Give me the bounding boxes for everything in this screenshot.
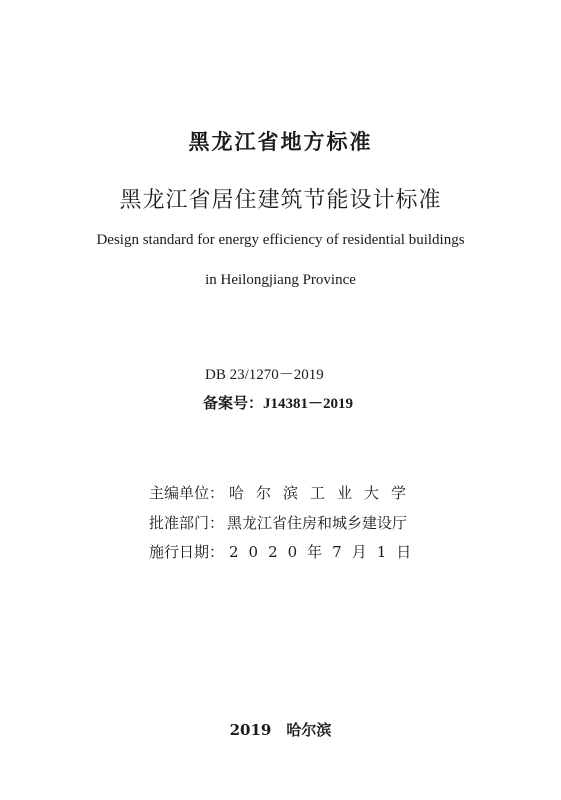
approver-label: 批准部门： [149,514,225,532]
document-title-chinese: 黑龙江省居住建筑节能设计标准 [119,188,442,213]
editor-value: 哈尔滨工业大学 [229,484,419,502]
effective-date-label: 施行日期： [149,543,225,561]
approver-value: 黑龙江省住房和城乡建设厅 [227,514,408,532]
publication-year-place: 2019 哈尔滨 [229,721,332,739]
editor-label: 主编单位： [149,484,225,502]
document-title-english-line2: in Heilongjiang Province [205,272,356,288]
standard-number: DB 23/1270－2019 [205,367,324,383]
standard-series-heading: 黑龙江省地方标准 [188,130,373,154]
record-number: 备案号：J14381－2019 [203,396,354,412]
effective-date-value: 2020年7月1日 [229,543,422,561]
document-title-english-line1: Design standard for energy efficiency of residential buildings [96,232,465,248]
